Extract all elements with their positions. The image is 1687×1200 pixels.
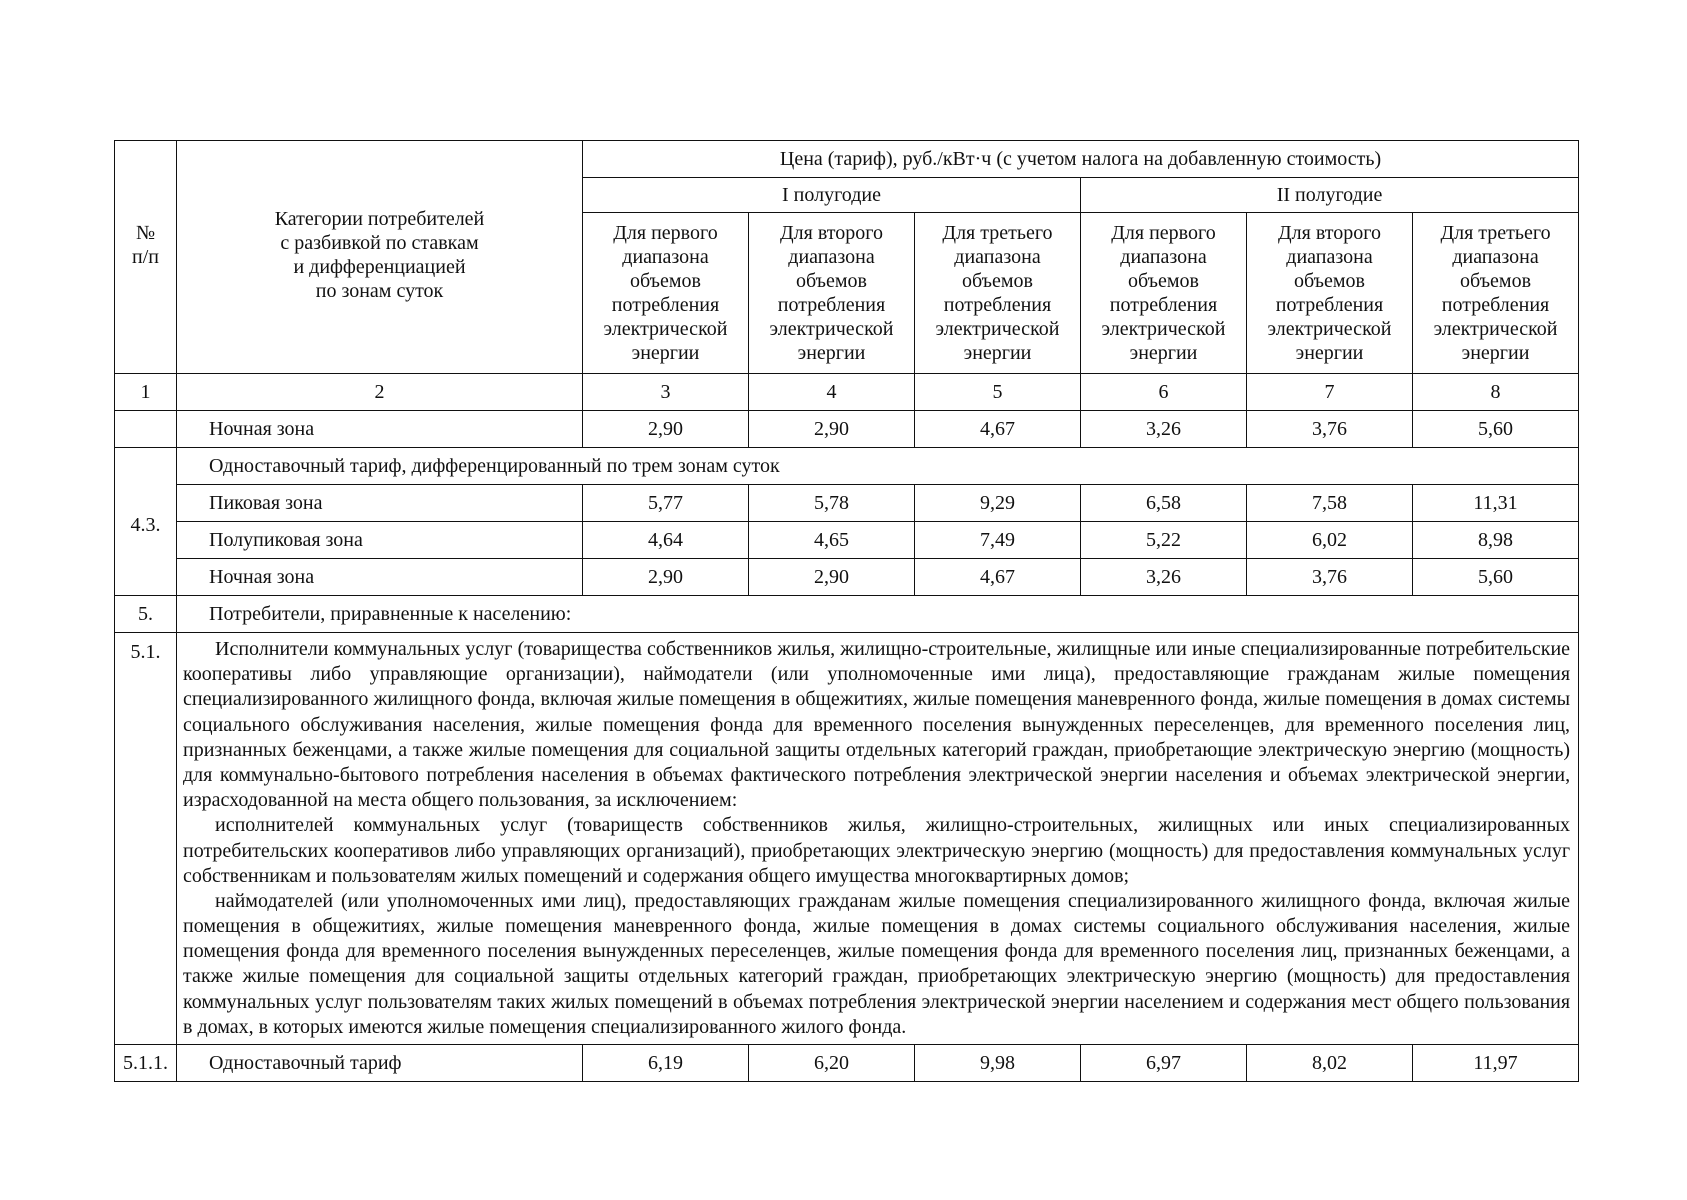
cell-value: 9,98 bbox=[915, 1045, 1081, 1082]
row-label: Пиковая зона bbox=[177, 485, 583, 522]
section-row-5-1 bbox=[115, 633, 1579, 1045]
range-line: энергии bbox=[797, 342, 866, 364]
section-number: 5. bbox=[115, 596, 177, 633]
row-label: Ночная зона bbox=[177, 559, 583, 596]
cell-value: 6,97 bbox=[1081, 1045, 1247, 1082]
header-range-4 bbox=[1081, 213, 1247, 374]
header-category-line: Категории потребителей bbox=[274, 208, 485, 230]
header-category-line: с разбивкой по ставкам bbox=[280, 232, 479, 254]
section-row-4-3 bbox=[115, 448, 1579, 485]
range-line: диапазона bbox=[1120, 246, 1207, 268]
range-line: объемов bbox=[796, 270, 867, 292]
cell-value: 7,49 bbox=[915, 522, 1081, 559]
cell-value: 4,65 bbox=[749, 522, 915, 559]
description-paragraph: Исполнители коммунальных услуг (товарищества собственников жилья, жилищно-строительные, жилищные или иные специализированные потребительские кооперативы либо управляющие организации), наймодатели (или уполномоченные ими лица), предоставляющие гражданам жилые помещения специализированного жилищного фонда, включая жилые помещения в общежитиях, жилые помещения маневренного фонда, жилые помещения в домах системы социального обслуживания населения, жилые помещения фонда для временного поселения вынужденных переселенцев, для временного поселения лиц, признанных беженцами, а также жилые помещения для социальной защиты отдельных категорий граждан, приобретающие электрическую энергию (мощность) для коммунально-бытового потребления населения в объемах фактического потребления электрической энергии населения и объемах электрической энергии, израсходованной на места общего пользования, за исключением: bbox=[183, 638, 1571, 812]
header-num-label-1: № bbox=[135, 222, 156, 244]
table-row bbox=[115, 485, 1579, 522]
cell-value: 3,76 bbox=[1247, 411, 1413, 448]
cell-value: 6,58 bbox=[1081, 485, 1247, 522]
column-number: 2 bbox=[177, 374, 583, 411]
section-title: Потребители, приравненные к населению: bbox=[177, 596, 1579, 633]
header-range-5 bbox=[1247, 213, 1413, 374]
column-number: 7 bbox=[1247, 374, 1413, 411]
range-line: потребления bbox=[777, 294, 886, 316]
range-line: электрической bbox=[1433, 318, 1558, 340]
cell-value: 6,02 bbox=[1247, 522, 1413, 559]
cell-value: 11,97 bbox=[1413, 1045, 1579, 1082]
range-line: энергии bbox=[1129, 342, 1198, 364]
cell-value: 4,64 bbox=[583, 522, 749, 559]
range-line: диапазона bbox=[954, 246, 1041, 268]
cell-value: 4,67 bbox=[915, 559, 1081, 596]
range-line: диапазона bbox=[788, 246, 875, 268]
header-range-6 bbox=[1413, 213, 1579, 374]
range-line: энергии bbox=[631, 342, 700, 364]
description-paragraph: наймодателей (или уполномоченных ими лиц), предоставляющих гражданам жилые помещения специализированного жилищного фонда, включая жилые помещения в общежитиях, жилые помещения маневренного фонда, жилые помещения в домах системы социального обслуживания населения, жилые помещения фонда для временного поселения вынужденных переселенцев, жилые помещения фонда для временного поселения лиц, признанных беженцами, а также жилые помещения для социальной защиты отдельных категорий граждан, приобретающих электрическую энергию (мощность) для предоставления коммунальных услуг пользователям таких жилых помещений в объемах потребления электрической энергии населением и содержания мест общего пользования в домах, в которых имеются жилые помещения специализированного жилого фонда. bbox=[183, 889, 1571, 1038]
header-half-1: I полугодие bbox=[583, 178, 1081, 213]
cell-value: 11,31 bbox=[1413, 485, 1579, 522]
cell-value: 5,60 bbox=[1413, 411, 1579, 448]
range-line: электрической bbox=[935, 318, 1060, 340]
document-page bbox=[114, 140, 1578, 1082]
cell-value: 3,26 bbox=[1081, 411, 1247, 448]
cell-value: 8,02 bbox=[1247, 1045, 1413, 1082]
column-number: 8 bbox=[1413, 374, 1579, 411]
cell-value: 5,22 bbox=[1081, 522, 1247, 559]
cell-value: 2,90 bbox=[583, 411, 749, 448]
section-number: 5.1. bbox=[115, 633, 177, 1045]
header-category-line: по зонам суток bbox=[315, 280, 444, 302]
column-number: 1 bbox=[115, 374, 177, 411]
range-line: электрической bbox=[1101, 318, 1226, 340]
range-line: потребления bbox=[1109, 294, 1218, 316]
row-number-empty bbox=[115, 411, 177, 448]
range-line: потребления bbox=[611, 294, 720, 316]
cell-value: 2,90 bbox=[749, 411, 915, 448]
column-number: 4 bbox=[749, 374, 915, 411]
cell-value: 3,26 bbox=[1081, 559, 1247, 596]
range-line: потребления bbox=[943, 294, 1052, 316]
header-category-line: и дифференциацией bbox=[293, 256, 466, 278]
range-line: объемов bbox=[630, 270, 701, 292]
cell-value: 5,77 bbox=[583, 485, 749, 522]
range-line: энергии bbox=[1461, 342, 1530, 364]
header-range-3 bbox=[915, 213, 1081, 374]
header-range-2 bbox=[749, 213, 915, 374]
range-line: потребления bbox=[1441, 294, 1550, 316]
range-line: объемов bbox=[1294, 270, 1365, 292]
header-price-title: Цена (тариф), руб./кВт·ч (с учетом налога на добавленную стоимость) bbox=[583, 141, 1579, 178]
range-line: Для второго bbox=[1278, 222, 1381, 244]
range-line: диапазона bbox=[1452, 246, 1539, 268]
column-number: 3 bbox=[583, 374, 749, 411]
range-line: Для второго bbox=[780, 222, 883, 244]
range-line: диапазона bbox=[622, 246, 709, 268]
description-paragraph: исполнителей коммунальных услуг (товариществ собственников жилья, жилищно-строительных, жилищных или иных специализированных потребительских кооперативов либо управляющих организаций), приобретающих электрическую энергию (мощность) для предоставления коммунальных услуг собственникам и пользователям жилых помещений и содержания общего имущества многоквартирных домов; bbox=[183, 814, 1571, 887]
header-num-cell bbox=[115, 141, 177, 374]
section-row-5 bbox=[115, 596, 1579, 633]
range-line: энергии bbox=[963, 342, 1032, 364]
cell-value: 5,60 bbox=[1413, 559, 1579, 596]
header-category-cell bbox=[177, 141, 583, 374]
header-half-2: II полугодие bbox=[1081, 178, 1579, 213]
row-label: Полупиковая зона bbox=[177, 522, 583, 559]
header-num-label-2: п/п bbox=[132, 246, 159, 268]
cell-value: 6,20 bbox=[749, 1045, 915, 1082]
range-line: электрической bbox=[769, 318, 894, 340]
section-title: Одноставочный тариф, дифференцированный по трем зонам суток bbox=[177, 448, 1579, 485]
range-line: электрической bbox=[603, 318, 728, 340]
column-number: 6 bbox=[1081, 374, 1247, 411]
cell-value: 2,90 bbox=[583, 559, 749, 596]
range-line: электрической bbox=[1267, 318, 1392, 340]
cell-value: 8,98 bbox=[1413, 522, 1579, 559]
header-row-price bbox=[115, 141, 1579, 178]
table-row bbox=[115, 1045, 1579, 1082]
range-line: энергии bbox=[1295, 342, 1364, 364]
section-number: 4.3. bbox=[115, 448, 177, 596]
range-line: Для третьего bbox=[1440, 222, 1551, 244]
cell-value: 3,76 bbox=[1247, 559, 1413, 596]
cell-value: 5,78 bbox=[749, 485, 915, 522]
header-range-1 bbox=[583, 213, 749, 374]
range-line: Для первого bbox=[1111, 222, 1216, 244]
cell-value: 9,29 bbox=[915, 485, 1081, 522]
table-row bbox=[115, 411, 1579, 448]
cell-value: 2,90 bbox=[749, 559, 915, 596]
cell-value: 6,19 bbox=[583, 1045, 749, 1082]
range-line: диапазона bbox=[1286, 246, 1373, 268]
cell-value: 4,67 bbox=[915, 411, 1081, 448]
tariff-table bbox=[114, 140, 1579, 1082]
column-number: 5 bbox=[915, 374, 1081, 411]
table-row bbox=[115, 522, 1579, 559]
row-number: 5.1.1. bbox=[115, 1045, 177, 1082]
column-number-row bbox=[115, 374, 1579, 411]
range-line: объемов bbox=[1128, 270, 1199, 292]
range-line: объемов bbox=[962, 270, 1033, 292]
cell-value: 7,58 bbox=[1247, 485, 1413, 522]
range-line: потребления bbox=[1275, 294, 1384, 316]
range-line: объемов bbox=[1460, 270, 1532, 292]
table-row bbox=[115, 559, 1579, 596]
section-description bbox=[177, 633, 1579, 1045]
row-label: Одноставочный тариф bbox=[177, 1045, 583, 1082]
range-line: Для первого bbox=[613, 222, 718, 244]
row-label: Ночная зона bbox=[177, 411, 583, 448]
range-line: Для третьего bbox=[942, 222, 1053, 244]
